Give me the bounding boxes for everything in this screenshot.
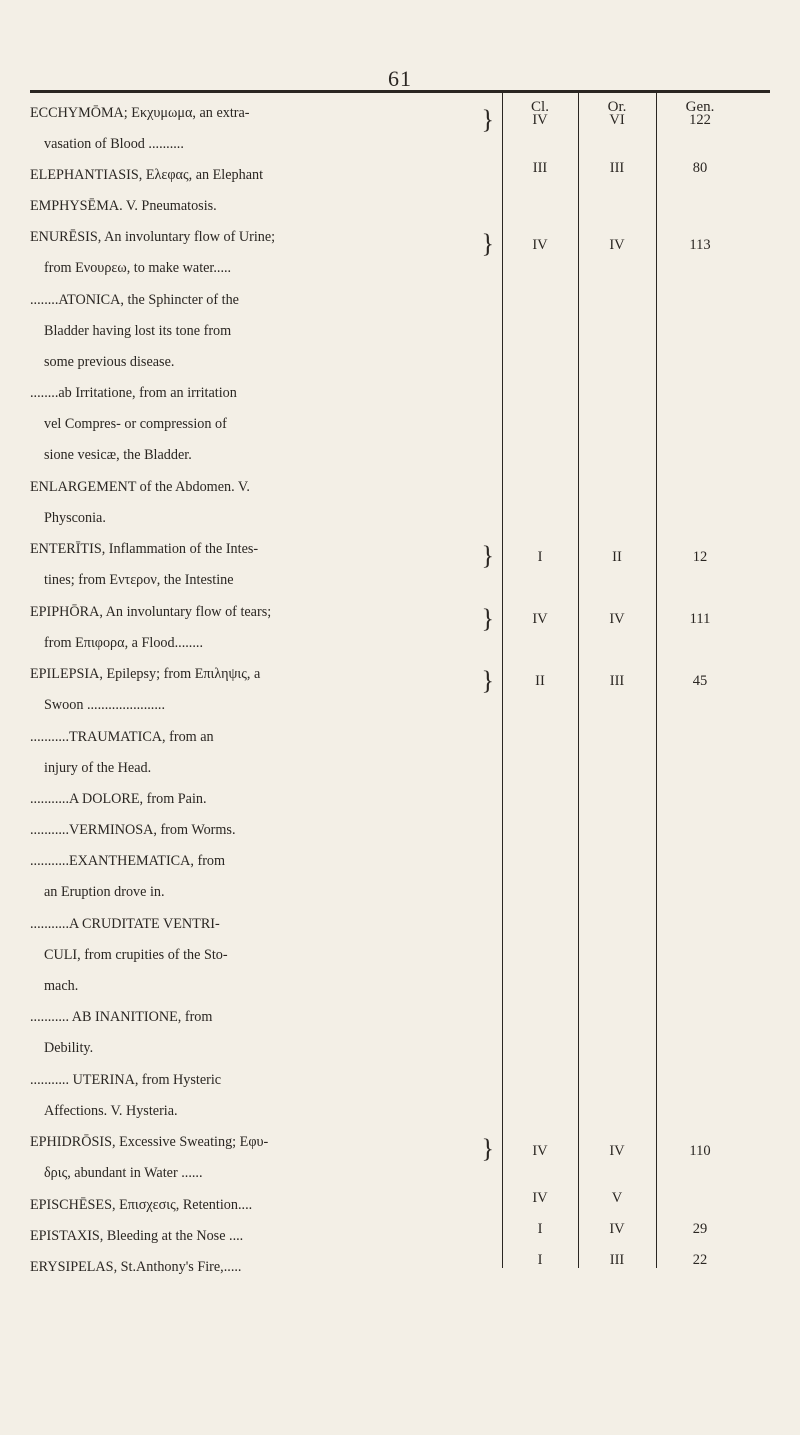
entry-line: ........... AB INANITIONE, from <box>30 1009 213 1025</box>
entry-gen-value: 29 <box>692 1221 708 1237</box>
entry-or-value: IV <box>609 1143 625 1159</box>
column-divider-gen <box>656 93 657 1268</box>
entry-gen-value: 45 <box>692 673 708 689</box>
entry-row <box>30 1065 500 1127</box>
entry-line: ECCHYMŌMA; Εκχυμωμα, an extra- <box>30 105 250 121</box>
entry-or-value: III <box>609 673 625 689</box>
entry-or-value: II <box>612 549 622 565</box>
entry-row <box>30 846 500 908</box>
entry-row <box>30 1002 500 1064</box>
entry-row <box>30 191 500 222</box>
brace-mark: } <box>481 1134 494 1163</box>
entry-line: EPIPHŌRA, An involuntary flow of tears; <box>30 604 272 620</box>
entry-gen-value: 12 <box>692 549 708 565</box>
entry-line: ...........EXANTHEMATICA, from <box>30 853 226 869</box>
entry-line: ...........TRAUMATICA, from an <box>30 729 214 745</box>
entry-line: ........ab Irritatione, from an irritation <box>30 385 237 401</box>
entry-line: ENLARGEMENT of the Abdomen. V. <box>30 479 250 495</box>
brace-mark: } <box>481 229 494 258</box>
entry-cl-value: IV <box>532 1143 548 1159</box>
entry-row <box>30 1252 500 1283</box>
entry-line: vel Compres- or compression of <box>44 416 227 432</box>
entry-or-value: V <box>611 1190 623 1206</box>
page-number: 61 <box>388 66 412 91</box>
entry-cl-value: IV <box>532 1190 548 1206</box>
brace-mark: } <box>481 604 494 633</box>
entry-line: EPILEPSIA, Epilepsy; from Επιληψις, a <box>30 666 261 682</box>
entry-or-value: III <box>609 160 625 176</box>
entry-cl-value: I <box>537 549 543 565</box>
entry-line: EPISCHĒSES, Επισχεσις, Retention.... <box>30 1197 253 1213</box>
entry-line: Bladder having lost its tone from <box>44 323 232 339</box>
entry-line: δρις, abundant in Water ...... <box>44 1165 203 1181</box>
entry-row <box>30 1127 500 1189</box>
entry-cl-value: I <box>537 1221 543 1237</box>
column-divider-or <box>578 93 579 1268</box>
brace-mark: } <box>481 541 494 570</box>
column-header-cl: Cl. <box>531 99 549 115</box>
entry-row <box>30 815 500 846</box>
entry-gen-value: 122 <box>689 112 711 128</box>
entry-line: injury of the Head. <box>44 760 152 776</box>
entry-gen-value: 113 <box>689 237 711 253</box>
entry-line: ENURĒSIS, An involuntary flow of Urine; <box>30 229 276 245</box>
entry-line: ........ATONICA, the Sphincter of the <box>30 292 239 308</box>
entry-or-value: III <box>609 1252 625 1268</box>
entry-cl-value: IV <box>532 112 548 128</box>
entry-line: from Ενουρεω, to make water..... <box>44 260 232 276</box>
entry-gen-value: 80 <box>692 160 708 176</box>
entry-line: ELEPHANTIASIS, Ελεφας, an Elephant <box>30 167 264 183</box>
entry-row <box>30 909 500 1002</box>
entry-line: sione vesicæ, the Bladder. <box>44 447 192 463</box>
entry-line: Debility. <box>44 1040 94 1056</box>
entry-line: Swoon ...................... <box>44 697 165 713</box>
entry-line: CULI, from crupities of the Sto- <box>44 947 228 963</box>
nosology-table <box>30 93 770 1275</box>
entry-line: from Επιφορα, a Flood........ <box>44 635 203 651</box>
entry-row <box>30 1221 500 1252</box>
entry-gen-value: 110 <box>689 1143 711 1159</box>
entry-line: EPHIDRŌSIS, Excessive Sweating; Εφυ- <box>30 1134 269 1150</box>
entry-row <box>30 784 500 815</box>
entry-row <box>30 1190 500 1221</box>
entry-line: ...........A CRUDITATE VENTRI- <box>30 916 220 932</box>
column-header-or: Or. <box>607 99 627 115</box>
entry-row <box>30 378 500 471</box>
entry-line: vasation of Blood .......... <box>44 136 184 152</box>
column-divider-cl <box>502 93 503 1268</box>
entry-cl-value: IV <box>532 611 548 627</box>
entry-row <box>30 597 500 659</box>
entry-line: mach. <box>44 978 79 994</box>
entry-cl-value: II <box>535 673 545 689</box>
entry-gen-value: 22 <box>692 1252 708 1268</box>
brace-mark: } <box>481 666 494 695</box>
entry-cl-value: I <box>537 1252 543 1268</box>
entry-line: Affections. V. Hysteria. <box>44 1103 178 1119</box>
entry-line: EPISTAXIS, Bleeding at the Nose .... <box>30 1228 244 1244</box>
entry-line: ...........A DOLORE, from Pain. <box>30 791 207 807</box>
entry-row <box>30 98 500 160</box>
entry-or-value: IV <box>609 611 625 627</box>
entry-or-value: VI <box>609 112 625 128</box>
entry-line: EMPHYSĒMA. V. Pneumatosis. <box>30 198 217 214</box>
entry-cl-value: IV <box>532 237 548 253</box>
entry-line: ...........VERMINOSA, from Worms. <box>30 822 236 838</box>
column-header-gen: Gen. <box>685 99 715 115</box>
brace-mark: } <box>481 105 494 134</box>
entry-row <box>30 160 500 191</box>
entry-line: some previous disease. <box>44 354 175 370</box>
entry-line: ENTERĪTIS, Inflammation of the Intes- <box>30 541 259 557</box>
entry-line: Physconia. <box>44 510 106 526</box>
entry-gen-value: 111 <box>689 611 711 627</box>
entry-line: ERYSIPELAS, St.Anthony's Fire,..... <box>30 1259 242 1275</box>
entry-line: tines; from Εντερον, the Intestine <box>44 572 234 588</box>
entry-line: ........... UTERINA, from Hysteric <box>30 1072 222 1088</box>
entry-row <box>30 659 500 721</box>
entry-row <box>30 285 500 378</box>
entry-line: an Eruption drove in. <box>44 884 165 900</box>
entry-or-value: IV <box>609 1221 625 1237</box>
entry-row <box>30 722 500 784</box>
entry-or-value: IV <box>609 237 625 253</box>
entry-row <box>30 472 500 534</box>
entry-cl-value: III <box>532 160 548 176</box>
entry-row <box>30 534 500 596</box>
entry-row <box>30 222 500 284</box>
